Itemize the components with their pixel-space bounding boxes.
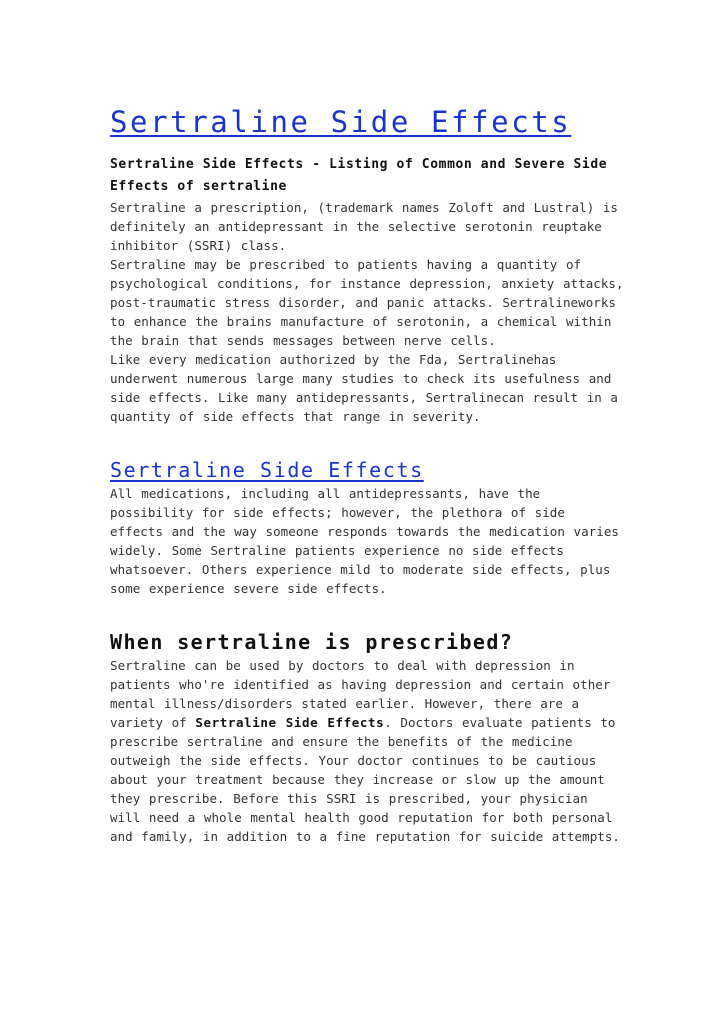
side-effects-heading-link[interactable]: Sertraline Side Effects (110, 458, 424, 482)
side-effects-paragraph: All medications, including all antidepressants, have the possibility for side effects; however, the plethora of side effects and the way someone responds towards the medication varies widely. Some Sertraline patients experience no side effects whatsoever. Others experience mild to moderate side effects, plus some experience severe side effects. (110, 486, 619, 596)
document-title-link[interactable]: Sertraline Side Effects (110, 105, 572, 139)
usage-paragraph: Sertraline may be prescribed to patients having a quantity of psychological conditions, for instance depression, anxiety attacks, post-traumatic stress disorder, and panic attacks. Sertralineworks to enhance the brains manufacture of serotonin, a chemical within the brain that sends messages between nerve cells. (110, 257, 624, 348)
prescribed-paragraph-bold-term: Sertraline Side Effects (195, 715, 385, 730)
prescribed-paragraph (110, 656, 625, 846)
prescribed-paragraph-end: . Doctors evaluate patients to prescribe sertraline and ensure the benefits of the medicine outweigh the side effects. Your doctor continues to be cautious about your treatment because they increase or slow up the amount they prescribe. Before this SSRI is prescribed, your physician will need a whole mental health good reputation for both personal and family, in addition to a fine reputation for suicide attempts. (110, 715, 620, 844)
approval-paragraph: Like every medication authorized by the Fda, Sertralinehas underwent numerous large many studies to check its usefulness and side effects. Like many antidepressants, Sertralinecan result in a quantity of side effects that range in severity. (110, 352, 618, 424)
intro-paragraph: Sertraline a prescription, (trademark names Zoloft and Lustral) is definitely an antidepressant in the selective serotonin reuptake inhibitor (SSRI) class. (110, 200, 618, 253)
document-page (110, 104, 625, 846)
document-subtitle: Sertraline Side Effects - Listing of Common and Severe Side Effects of sertraline (110, 157, 608, 194)
prescribed-heading: When sertraline is prescribed? (110, 630, 514, 654)
prescribed-paragraph-start: Sertraline can be used by doctors to deal with depression in patients who're identified as having depression and certain other mental illness/disorders stated earlier. However, there are a variety of (110, 658, 611, 730)
